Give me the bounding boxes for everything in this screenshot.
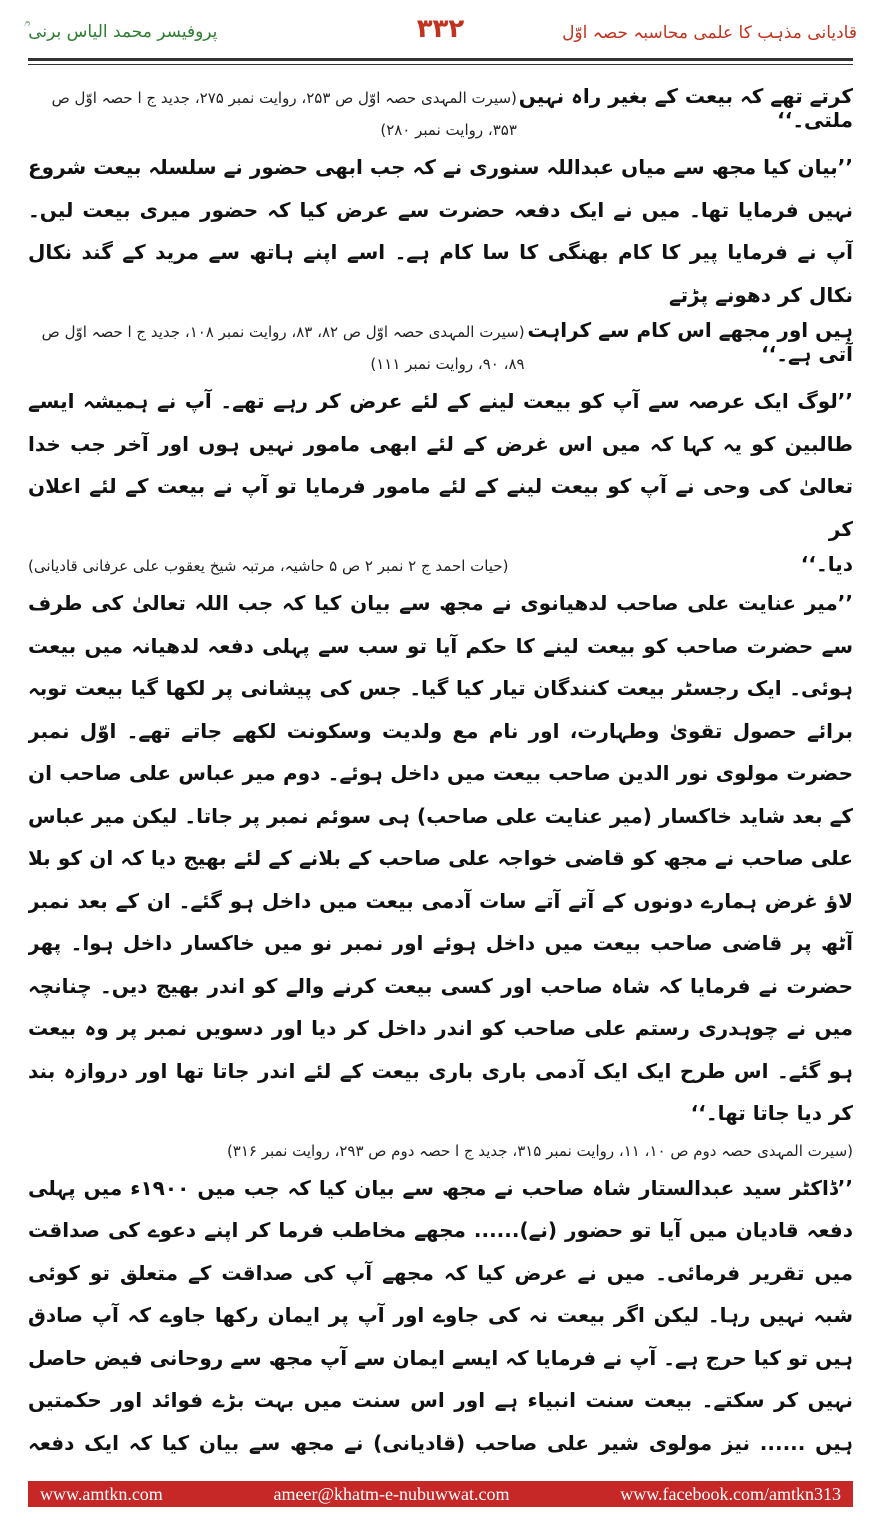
header-rule-bottom xyxy=(28,64,853,65)
quote-end-with-citation xyxy=(28,82,853,146)
quote-paragraph: ’’میر عنایت علی صاحب لدھیانوی نے مجھ سے بیان کیا کہ جب اللہ تعالیٰ کی طرف سے حضرت صاحب کو بیعت لینے کا حکم آیا تو سب سے پہلی دفعہ لدھیانہ میں بیعت ہوئی۔ ایک رجسٹر بیعت کنندگان تیار کیا گیا۔ جس کی پیشانی پر لکھا گیا بیعت توبہ برائے حصول تقویٰ وطہارت، اور نام مع ولدیت وسکونت لکھے جاتے تھے۔ اوّل نمبر حضرت مولوی نور الدین صاحب بیعت میں داخل ہوئے۔ دوم میر عباس علی صاحب ان کے بعد شاید خاکسار (میر عنایت علی صاحب) ہی سوئم نمبر پر جاتا۔ لیکن میر عباس علی صاحب نے مجھ کو قاضی خواجہ علی صاحب کے بلانے کے لئے بھیج دیا کہ ان کو بلا لاؤ غرض ہمارے دونوں کے آتے آتے سات آدمی بیعت میں داخل ہو گئے۔ ان کے بعد نمبر آٹھ پر قاضی صاحب بیعت میں داخل ہوئے اور نمبر نو میں خاکسار داخل ہوا۔ پھر حضرت نے فرمایا کہ شاہ صاحب اور کسی بیعت کرنے والے کو اندر بھیج دیں۔ چنانچہ میں نے چوہدری رستم علی صاحب کو اندر داخل کر دیا اور دسویں نمبر پر وہ بیعت ہو گئے۔ اس طرح ایک ایک آدمی باری باری بیعت کے لئے اندر جاتا تھا اور دروازہ بند کر دیا جاتا تھا۔‘‘ xyxy=(28,591,853,1125)
quote-paragraph: ’’لوگ ایک عرصہ سے آپ کو بیعت لینے کے لئے عرض کر رہے تھے۔ آپ نے ہمیشہ ایسے طالبین کو یہ کہا کہ میں اس غرض کے لئے ابھی مامور نہیں ہوں اور آخر جب خدا تعالیٰ کی وحی نے آپ کو بیعت لینے کے لئے مامور فرمایا تو آپ نے بیعت کے لئے اعلان کر xyxy=(28,389,853,541)
page-footer xyxy=(28,1481,853,1507)
quote-paragraph: ’’ڈاکٹر سید عبدالستار شاہ صاحب نے مجھ سے بیان کیا کہ جب میں ۱۹۰۰ء میں پہلی دفعہ قادیان میں آیا تو حضور (نے)...... مجھے مخاطب فرما کر اپنے دعوے کی صداقت میں تقریر فرمائی۔ میں نے عرض کیا کہ مجھے آپ کی صداقت کے متعلق تو کوئی شبہ نہیں رہا۔ لیکن اگر بیعت نہ کی جاوے اور آپ پر ایمان رکھا جاوے کہ آپ صادق ہیں تو کیا حرج ہے۔ آپ نے فرمایا کہ ایسے ایمان سے آپ مجھ سے روحانی فیض حاصل نہیں کر سکتے۔ بیعت سنت انبیاء ہے اور اس سنت میں بہت بڑے فوائد اور حکمتیں ہیں ...... نیز مولوی شیر علی صاحب (قادیانی) نے مجھ سے بیان کیا کہ ایک دفعہ xyxy=(28,1175,853,1455)
quote-paragraph: ’’بیان کیا مجھ سے میاں عبداللہ سنوری نے کہ جب ابھی حضور نے سلسلہ بیعت شروع نہیں فرمایا تھا۔ میں نے ایک دفعہ حضرت سے عرض کیا کہ حضور میری بیعت لیں۔ آپ نے فرمایا پیر کا کام بھنگی کا سا کام ہے۔ اسے اپنے ہاتھ سے مرید کے گند نکال نکال کر دھونے پڑتے xyxy=(28,155,853,307)
page-number: ۳۳۲ xyxy=(416,14,465,44)
page-content xyxy=(28,82,853,1462)
reference-citation: (سیرت المہدی حصہ اوّل ص ۲۵۳، روایت نمبر ۲۷۵، جدید ج ا حصہ اوّل ص ۳۵۳، روایت نمبر ۲۸۰) xyxy=(51,89,517,139)
quote-end-text: دیا۔‘‘ xyxy=(800,552,853,576)
quote-end-with-citation xyxy=(28,550,853,582)
page-header xyxy=(20,14,861,54)
footer-facebook-link[interactable]: www.facebook.com/amtkn313 xyxy=(620,1483,841,1504)
reference-citation: (حیات احمد ج ۲ نمبر ۲ ص ۵ حاشیہ، مرتبہ شیخ یعقوب علی عرفانی قادیانی) xyxy=(28,557,509,575)
header-rule-top xyxy=(28,58,853,61)
quote-end-with-citation xyxy=(28,316,853,380)
reference-citation: (سیرت المہدی حصہ اوّل ص ۸۲، ۸۳، روایت نمبر ۱۰۸، جدید ج ا حصہ اوّل ص ۸۹، ۹۰، روایت نمبر ۱۱۱) xyxy=(41,323,525,373)
book-title: قادیانی مذہب کا علمی محاسبہ حصہ اوّل xyxy=(562,23,857,43)
quote-end-text: ہیں اور مجھے اس کام سے کراہت آتی ہے۔‘‘ xyxy=(527,318,853,366)
footer-email-link[interactable]: ameer@khatm-e-nubuwwat.com xyxy=(273,1483,510,1504)
quote-end-text: کرتے تھے کہ بیعت کے بغیر راہ نہیں ملتی۔‘‘ xyxy=(518,84,853,132)
footer-website-link[interactable]: www.amtkn.com xyxy=(40,1483,163,1504)
reference-citation: (سیرت المہدی حصہ دوم ص ۱۰، ۱۱، روایت نمبر ۳۱۵، جدید ج ا حصہ دوم ص ۲۹۳، روایت نمبر ۳۱۶) xyxy=(226,1141,853,1160)
author-name: پروفیسر محمد الیاس برنی ؒ xyxy=(24,22,218,42)
